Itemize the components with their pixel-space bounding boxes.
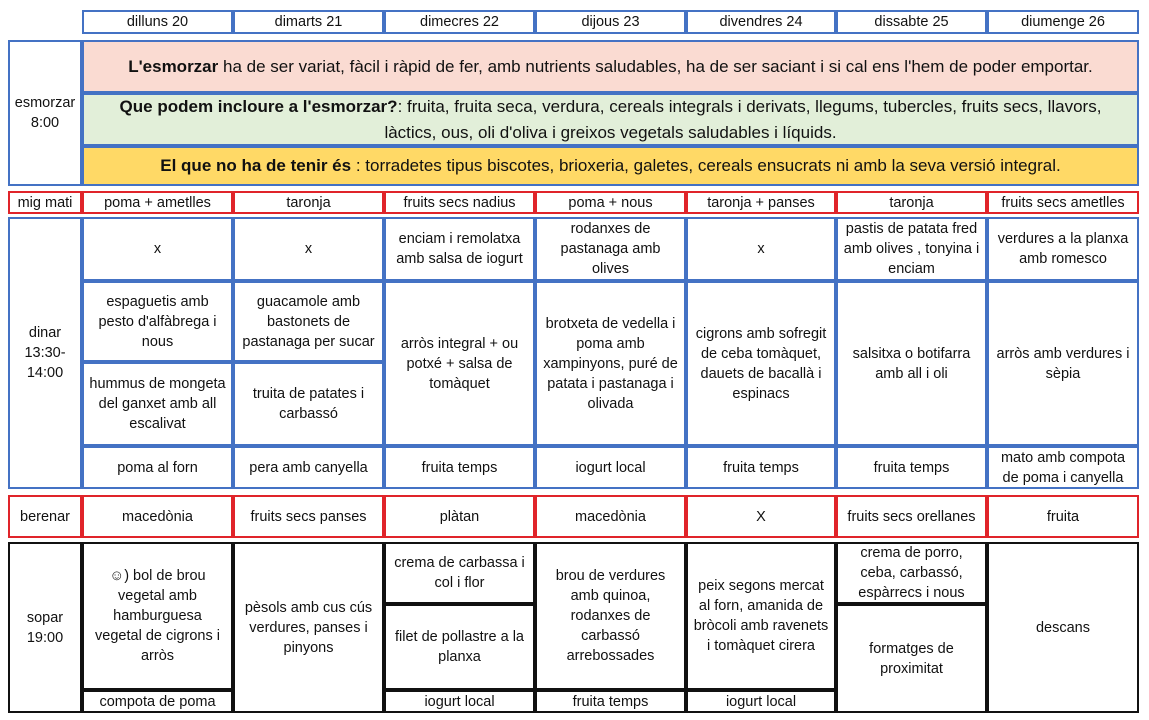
berenar-item: fruita: [987, 495, 1139, 538]
sopar-dish: descans: [987, 542, 1139, 713]
meal-name: sopar: [26, 609, 64, 626]
dinar-main: salsitxa o botifarra amb all i oli: [836, 281, 987, 446]
meal-name: esmorzar: [14, 95, 76, 111]
sopar-dessert: compota de poma: [82, 690, 233, 713]
day-header: dilluns 20: [82, 10, 233, 34]
berenar-item: plàtan: [384, 495, 535, 538]
meal-time: 13:30-: [24, 345, 66, 361]
dinar-starter: x: [233, 217, 384, 281]
dinar-dessert: mato amb compota de poma i canyella: [987, 446, 1139, 489]
sopar-dessert: iogurt local: [686, 690, 836, 713]
berenar-item: fruits secs orellanes: [836, 495, 987, 538]
dinar-starter: verdures a la planxa amb romesco: [987, 217, 1139, 281]
dinar-label: [8, 217, 82, 489]
sopar-label: [8, 542, 82, 713]
dinar-dessert: fruita temps: [384, 446, 535, 489]
esmorzar-info-1-bold: L'esmorzar: [128, 56, 219, 76]
migmati-item: poma + ametlles: [82, 191, 233, 214]
sopar-dish: brou de verdures amb quinoa, rodanxes de carbassó arrebossades: [535, 542, 686, 690]
dinar-dish: espaguetis amb pesto d'alfàbrega i nous: [82, 281, 233, 362]
berenar-item: X: [686, 495, 836, 538]
esmorzar-info-2: [82, 93, 1139, 146]
migmati-item: fruits secs nadius: [384, 191, 535, 214]
esmorzar-info-2-bold: Que podem incloure a l'esmorzar?: [119, 96, 398, 116]
berenar-label: berenar: [8, 495, 82, 538]
dinar-dessert: pera amb canyella: [233, 446, 384, 489]
esmorzar-info-1-text: ha de ser variat, fàcil i ràpid de fer, amb nutrients saludables, ha de ser saciant i si cal ens l'hem de poder emportar.: [218, 56, 1093, 76]
esmorzar-info-1: [82, 40, 1139, 93]
esmorzar-info-3-text: : torradetes tipus biscotes, brioxeria, galetes, cereals ensucrats ni amb la seva versió integral.: [351, 156, 1061, 175]
sopar-dish: peix segons mercat al forn, amanida de bròcoli amb ravenets i tomàquet cirera: [686, 542, 836, 690]
sopar-dish: pèsols amb cus cús verdures, panses i pinyons: [233, 542, 384, 713]
dinar-dessert: fruita temps: [836, 446, 987, 489]
sopar-dish: ☺) bol de brou vegetal amb hamburguesa vegetal de cigrons i arròs: [82, 542, 233, 690]
esmorzar-info-3-bold: El que no ha de tenir és: [160, 156, 352, 175]
migmati-item: poma + nous: [535, 191, 686, 214]
dinar-starter: x: [686, 217, 836, 281]
berenar-item: macedònia: [82, 495, 233, 538]
migmati-item: taronja: [836, 191, 987, 214]
migmati-item: fruits secs ametlles: [987, 191, 1139, 214]
meal-name: dinar: [28, 325, 62, 341]
dinar-dessert: iogurt local: [535, 446, 686, 489]
dinar-starter: rodanxes de pastanaga amb olives: [535, 217, 686, 281]
meal-time: 19:00: [26, 629, 64, 646]
meal-time: 8:00: [30, 115, 60, 131]
sopar-dessert: fruita temps: [535, 690, 686, 713]
day-header: dimarts 21: [233, 10, 384, 34]
day-header: divendres 24: [686, 10, 836, 34]
sopar-dish: crema de carbassa i col i flor: [384, 542, 535, 604]
dinar-main: arròs amb verdures i sèpia: [987, 281, 1139, 446]
dinar-dessert: fruita temps: [686, 446, 836, 489]
dinar-main: brotxeta de vedella i poma amb xampinyons, puré de patata i pastanaga i olivada: [535, 281, 686, 446]
day-header: dimecres 22: [384, 10, 535, 34]
dinar-starter: enciam i remolatxa amb salsa de iogurt: [384, 217, 535, 281]
dinar-dish: hummus de mongeta del ganxet amb all escalivat: [82, 362, 233, 446]
migmati-item: taronja: [233, 191, 384, 214]
sopar-dessert: iogurt local: [384, 690, 535, 713]
berenar-item: macedònia: [535, 495, 686, 538]
esmorzar-label: [8, 40, 82, 186]
meal-time: 14:00: [26, 365, 64, 381]
migmati-label: mig mati: [8, 191, 82, 214]
dinar-dish: guacamole amb bastonets de pastanaga per sucar: [233, 281, 384, 362]
sopar-dish: formatges de proximitat: [836, 604, 987, 713]
dinar-main: arròs integral + ou potxé + salsa de tomàquet: [384, 281, 535, 446]
esmorzar-info-3: [82, 146, 1139, 186]
berenar-item: fruits secs panses: [233, 495, 384, 538]
esmorzar-info-2-text: : fruita, fruita seca, verdura, cereals integrals i derivats, llegums, tubercles, fruits secs, llavors, làctics, ous, oli d'oliva i greixos vegetals saludables i líquids.: [384, 96, 1102, 142]
dinar-starter: x: [82, 217, 233, 281]
sopar-dish: filet de pollastre a la planxa: [384, 604, 535, 690]
dinar-starter: pastis de patata fred amb olives , tonyina i enciam: [836, 217, 987, 281]
dinar-main: cigrons amb sofregit de ceba tomàquet, dauets de bacallà i espinacs: [686, 281, 836, 446]
day-header: dissabte 25: [836, 10, 987, 34]
day-header: diumenge 26: [987, 10, 1139, 34]
day-header: dijous 23: [535, 10, 686, 34]
sopar-dish: crema de porro, ceba, carbassó, espàrrecs i nous: [836, 542, 987, 604]
migmati-item: taronja + panses: [686, 191, 836, 214]
dinar-dessert: poma al forn: [82, 446, 233, 489]
dinar-dish: truita de patates i carbassó: [233, 362, 384, 446]
